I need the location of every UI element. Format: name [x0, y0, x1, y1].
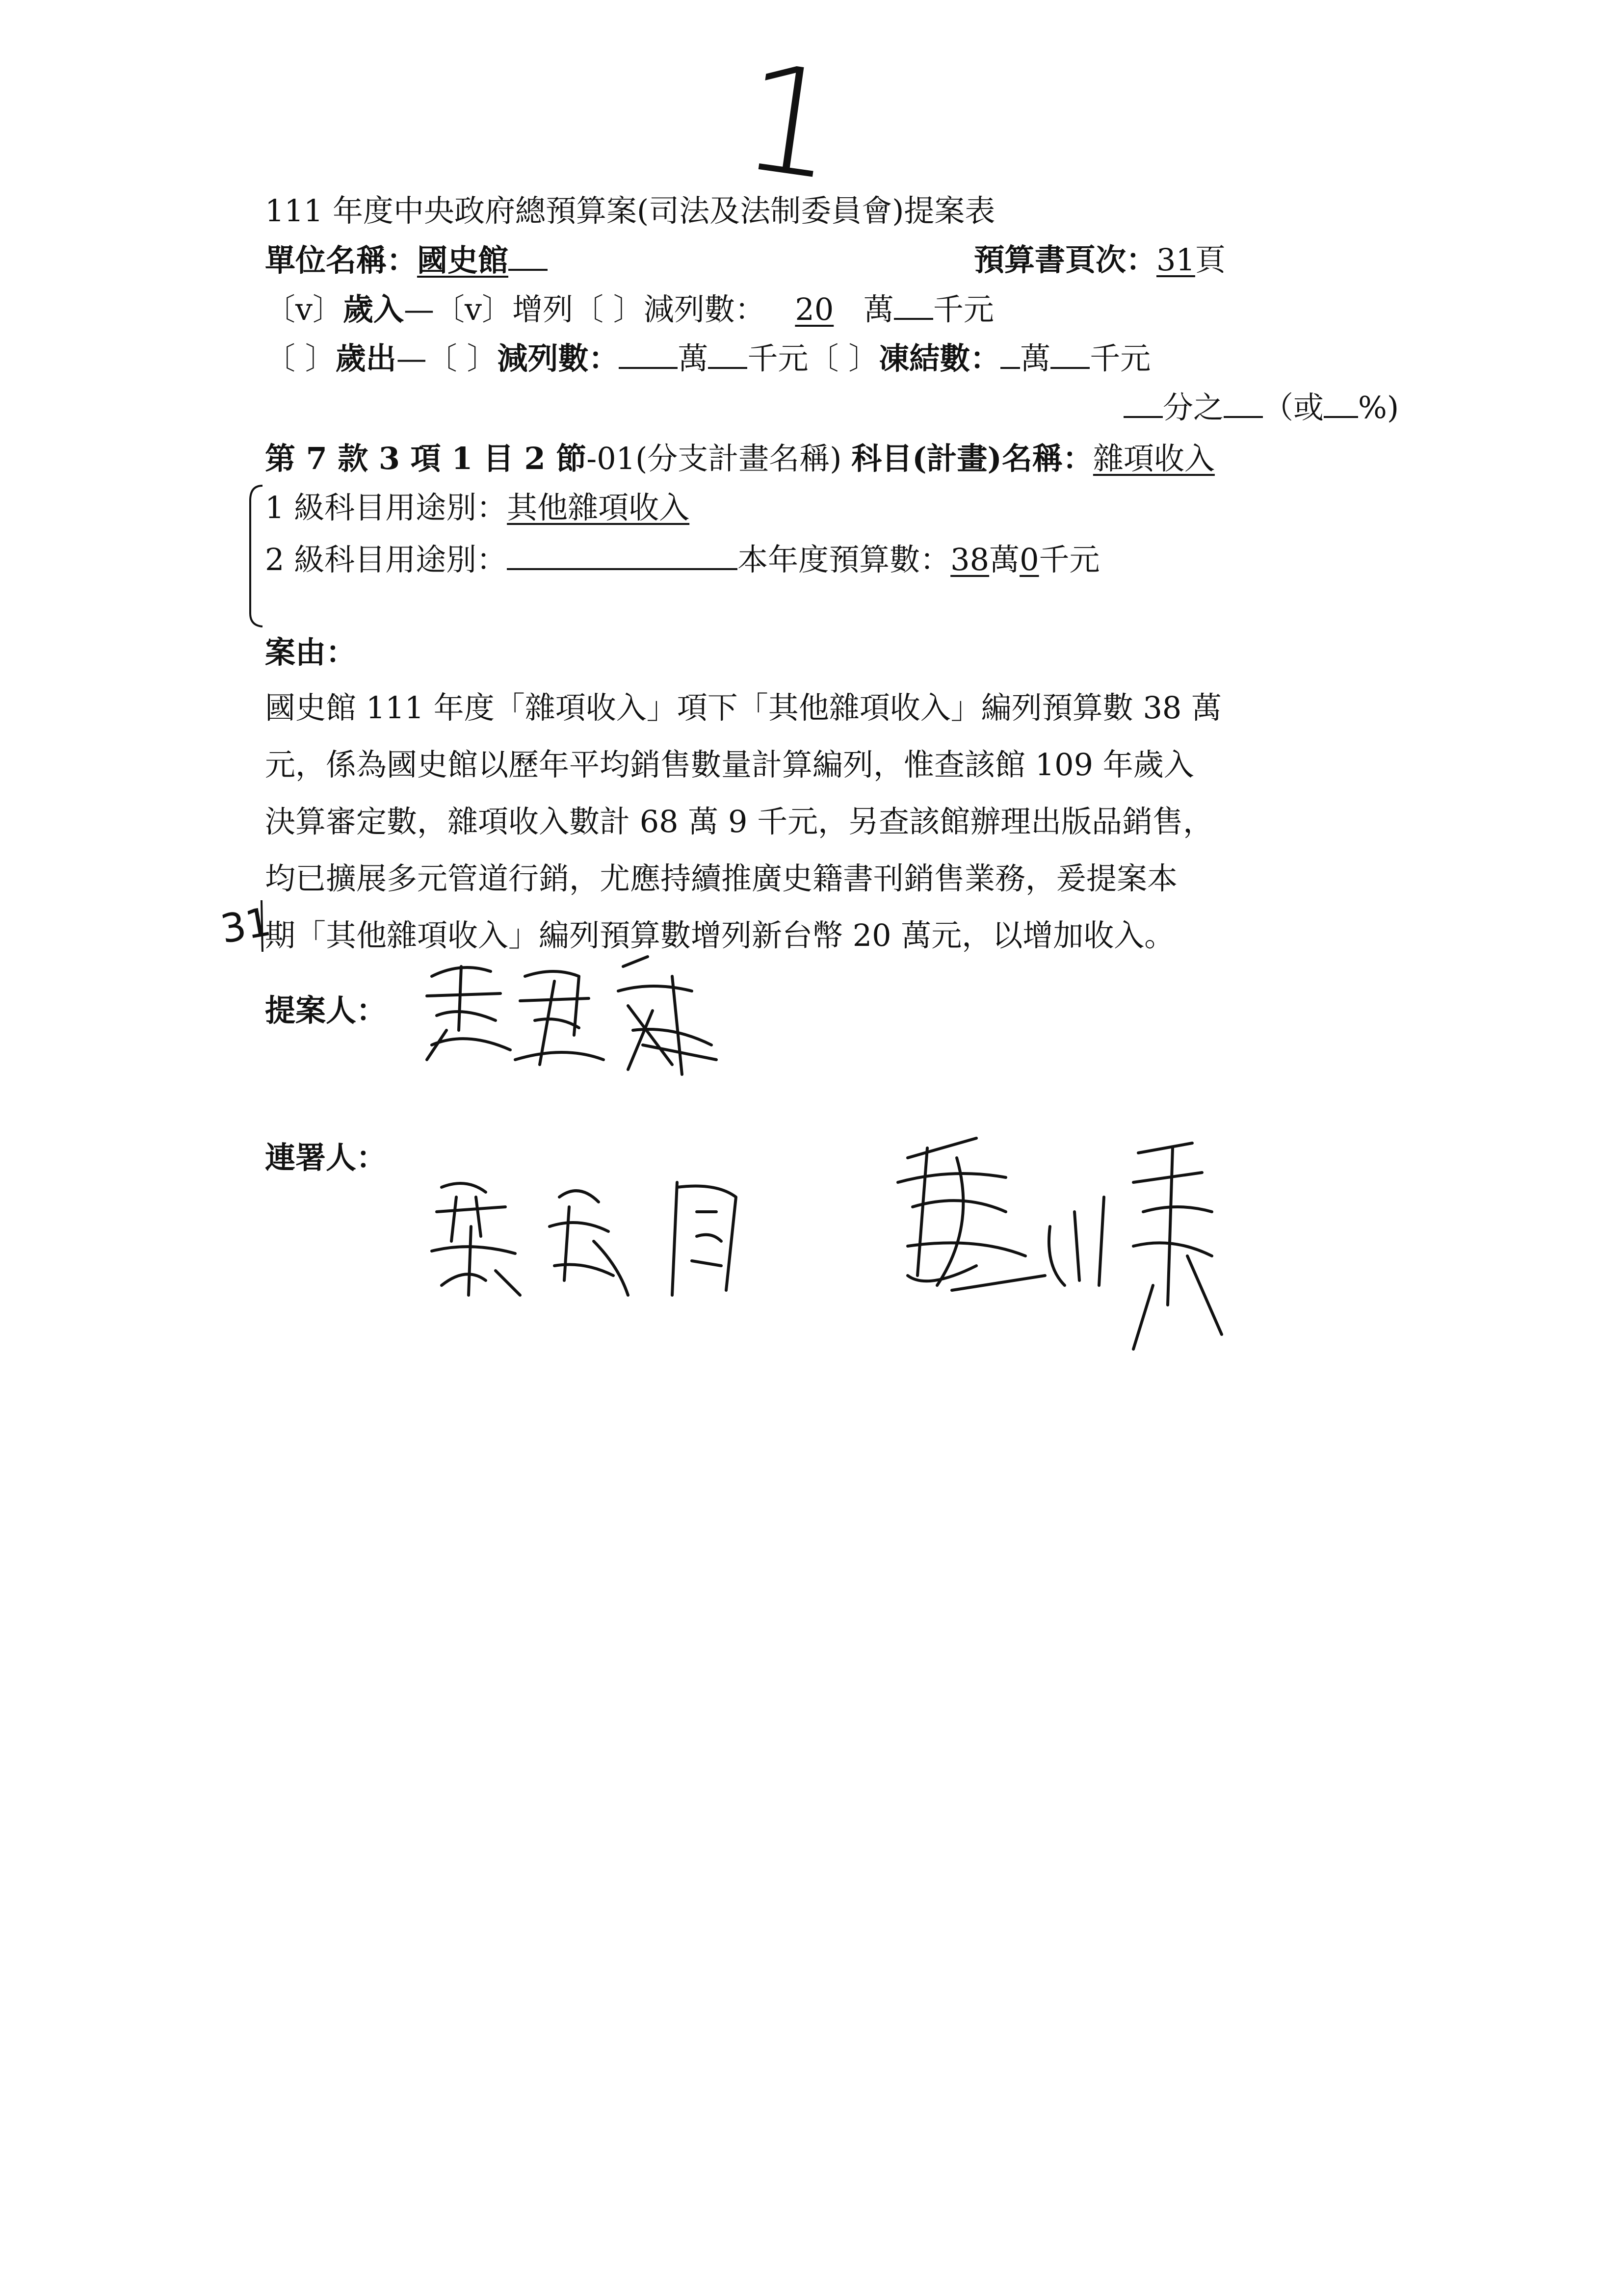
- subject-label: 科目(計畫)名稱：: [851, 441, 1093, 476]
- expense-dash: —: [396, 340, 427, 376]
- level1-label: 1 級科目用途別：: [265, 490, 507, 525]
- reason-line: 元，係為國史館以歷年平均銷售數量計算編列，惟查該館 109 年歲入: [265, 747, 1194, 783]
- revenue-qian-yuan: 千元: [933, 291, 994, 327]
- form-title: 111 年度中央政府總預算案(司法及法制委員會)提案表: [265, 193, 995, 229]
- proposer-label: 提案人：: [265, 992, 387, 1028]
- add-checkbox: 〔v〕: [434, 291, 513, 327]
- freeze-checkbox: 〔 〕: [808, 340, 879, 376]
- expense-label: 歲出: [335, 340, 396, 376]
- margin-bar: [258, 898, 267, 957]
- expense-reduce-label: 減列數：: [497, 340, 619, 376]
- subject-line: [265, 439, 1215, 478]
- expense-qian-yuan: 千元: [747, 340, 809, 376]
- reason-heading: 案由：: [265, 634, 357, 670]
- level1-row: [265, 488, 689, 527]
- fraction-line: [1124, 388, 1399, 427]
- page-number: 1: [732, 31, 849, 214]
- subject-code: -01(分支計畫名稱): [586, 441, 842, 476]
- budget-qian-value: 0: [1020, 542, 1039, 577]
- proposer-signature: [417, 947, 760, 1084]
- expense-line: [265, 339, 1151, 378]
- revenue-amount-wan: 20: [795, 291, 834, 327]
- revenue-checkbox: 〔v〕: [265, 291, 343, 327]
- cosigner-signature-2: [878, 1128, 1320, 1383]
- percent: %): [1358, 390, 1399, 425]
- freeze-wan: 萬: [1020, 340, 1051, 376]
- page-ref-value: 31: [1156, 242, 1195, 278]
- page-ref-label: 預算書頁次：: [974, 242, 1157, 278]
- unit-row: [265, 240, 548, 280]
- freeze-qian-yuan: 千元: [1090, 340, 1151, 376]
- freeze-label: 凍結數：: [879, 340, 1001, 376]
- huo: （或: [1263, 390, 1324, 425]
- subject-prefix: 第 7 款 3 項 1 目 2 節: [265, 441, 587, 476]
- fen-zhi: 分之: [1163, 390, 1224, 425]
- reason-line: 期「其他雜項收入」編列預算數增列新台幣 20 萬元，以增加收入。: [265, 917, 1175, 953]
- margin-note: 31: [217, 898, 275, 953]
- reduce-checkbox: 〔 〕: [573, 291, 644, 327]
- page-ref-suffix: 頁: [1195, 242, 1226, 278]
- revenue-line: [265, 289, 994, 329]
- revenue-dash: —: [404, 291, 435, 327]
- reduce-label: 減列數：: [643, 291, 765, 327]
- budget-qian-yuan: 千元: [1039, 542, 1100, 577]
- revenue-wan: 萬: [863, 291, 894, 327]
- subject-value: 雜項收入: [1093, 441, 1215, 476]
- budget-wan: 萬: [989, 542, 1020, 577]
- level2-label: 2 級科目用途別：: [265, 542, 507, 577]
- revenue-label: 歲入: [343, 291, 404, 327]
- add-label: 增列: [512, 291, 574, 327]
- reason-line: 國史館 111 年度「雜項收入」項下「其他雜項收入」編列預算數 38 萬: [265, 690, 1222, 726]
- budget-wan-value: 38: [950, 542, 990, 577]
- reason-line: 決算審定數，雜項收入數計 68 萬 9 千元，另查該館辦理出版品銷售，: [265, 804, 1214, 839]
- unit-value: 國史館: [417, 242, 509, 278]
- unit-label: 單位名稱：: [265, 242, 418, 278]
- page-ref-row: [974, 240, 1226, 280]
- reason-body: [265, 679, 1393, 964]
- cosigner-label: 連署人：: [265, 1140, 387, 1175]
- expense-wan: 萬: [678, 340, 708, 376]
- expense-reduce-checkbox: 〔 〕: [426, 340, 498, 376]
- cosigner-signature-1: [422, 1168, 864, 1325]
- expense-checkbox: 〔 〕: [265, 340, 336, 376]
- budget-label: 本年度預算數：: [737, 542, 951, 577]
- level2-row: [265, 540, 1100, 579]
- reason-line: 均已擴展多元管道行銷，尤應持續推廣史籍書刊銷售業務，爰提案本: [265, 861, 1178, 896]
- level1-value: 其他雜項收入: [507, 490, 690, 525]
